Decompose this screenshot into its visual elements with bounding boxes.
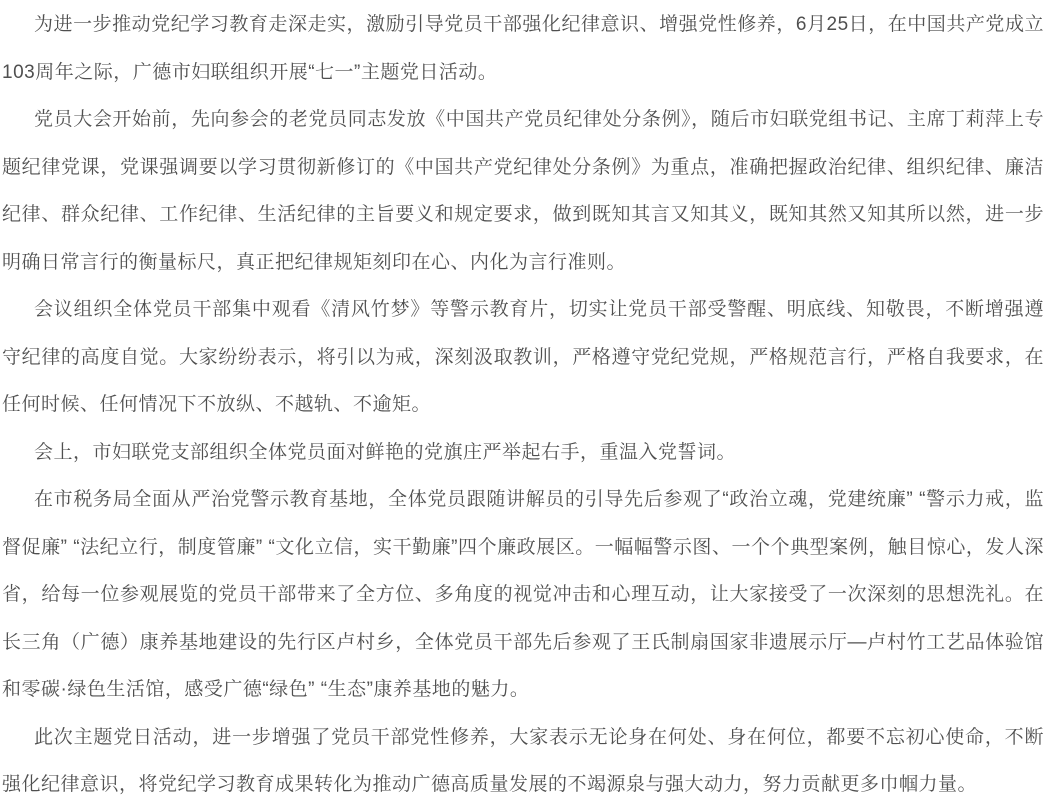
article-paragraph-oath: 会上，市妇联党支部组织全体党员面对鲜艳的党旗庄严举起右手，重温入党誓词。: [34, 441, 737, 463]
article-paragraph-lecture: 党员大会开始前，先向参会的老党员同志发放《中国共产党员纪律处分条例》，随后市妇联党组书记、主席丁莉萍上专题纪律党课，党课强调要以学习贯彻新修订的《中国共产党纪律处分条例》为重点，准确把握政治纪律、组织纪律、廉洁纪律、群众纪律、工作纪律、生活纪律的主旨要义和规定要求，做到既知其言又知其义，既知其然又知其所以然，进一步明确日常言行的衡量标尺，真正把纪律规矩刻印在心、内化为言行准则。: [2, 109, 1044, 273]
article-paragraph-intro: 为进一步推动党纪学习教育走深走实，激励引导党员干部强化纪律意识、增强党性修养，6月25日，在中国共产党成立103周年之际，广德市妇联组织开展“七一”主题党日活动。: [2, 14, 1044, 83]
article-paragraph-visit: 在市税务局全面从严治党警示教育基地，全体党员跟随讲解员的引导先后参观了“政治立魂，党建统廉” “警示力戒，监督促廉” “法纪立行，制度管廉” “文化立信，实干勤廉”四个廉政展区。一幅幅警示图、一个个典型案例，触目惊心，发人深省，给每一位参观展览的党员干部带来了全方位、多角度的视觉冲击和心理互动，让大家接受了一次深刻的思想洗礼。在长三角（广德）康养基地建设的先行区卢村乡，全体党员干部先后参观了王氏制扇国家非遗展示厅—卢村竹工艺品体验馆和零碳·绿色生活馆，感受广德“绿色” “生态”康养基地的魅力。: [2, 489, 1044, 700]
article-paragraph-film: 会议组织全体党员干部集中观看《清风竹梦》等警示教育片，切实让党员干部受警醒、明底线、知敬畏，不断增强遵守纪律的高度自觉。大家纷纷表示，将引以为戒，深刻汲取教训，严格遵守党纪党规，严格规范言行，严格自我要求，在任何时候、任何情况下不放纵、不越轨、不逾矩。: [2, 299, 1044, 415]
article-paragraph-conclusion: 此次主题党日活动，进一步增强了党员干部党性修养，大家表示无论身在何处、身在何位，都要不忘初心使命，不断强化纪律意识，将党纪学习教育成果转化为推动广德高质量发展的不竭源泉与强大动力，努力贡献更多巾帼力量。: [2, 726, 1044, 795]
